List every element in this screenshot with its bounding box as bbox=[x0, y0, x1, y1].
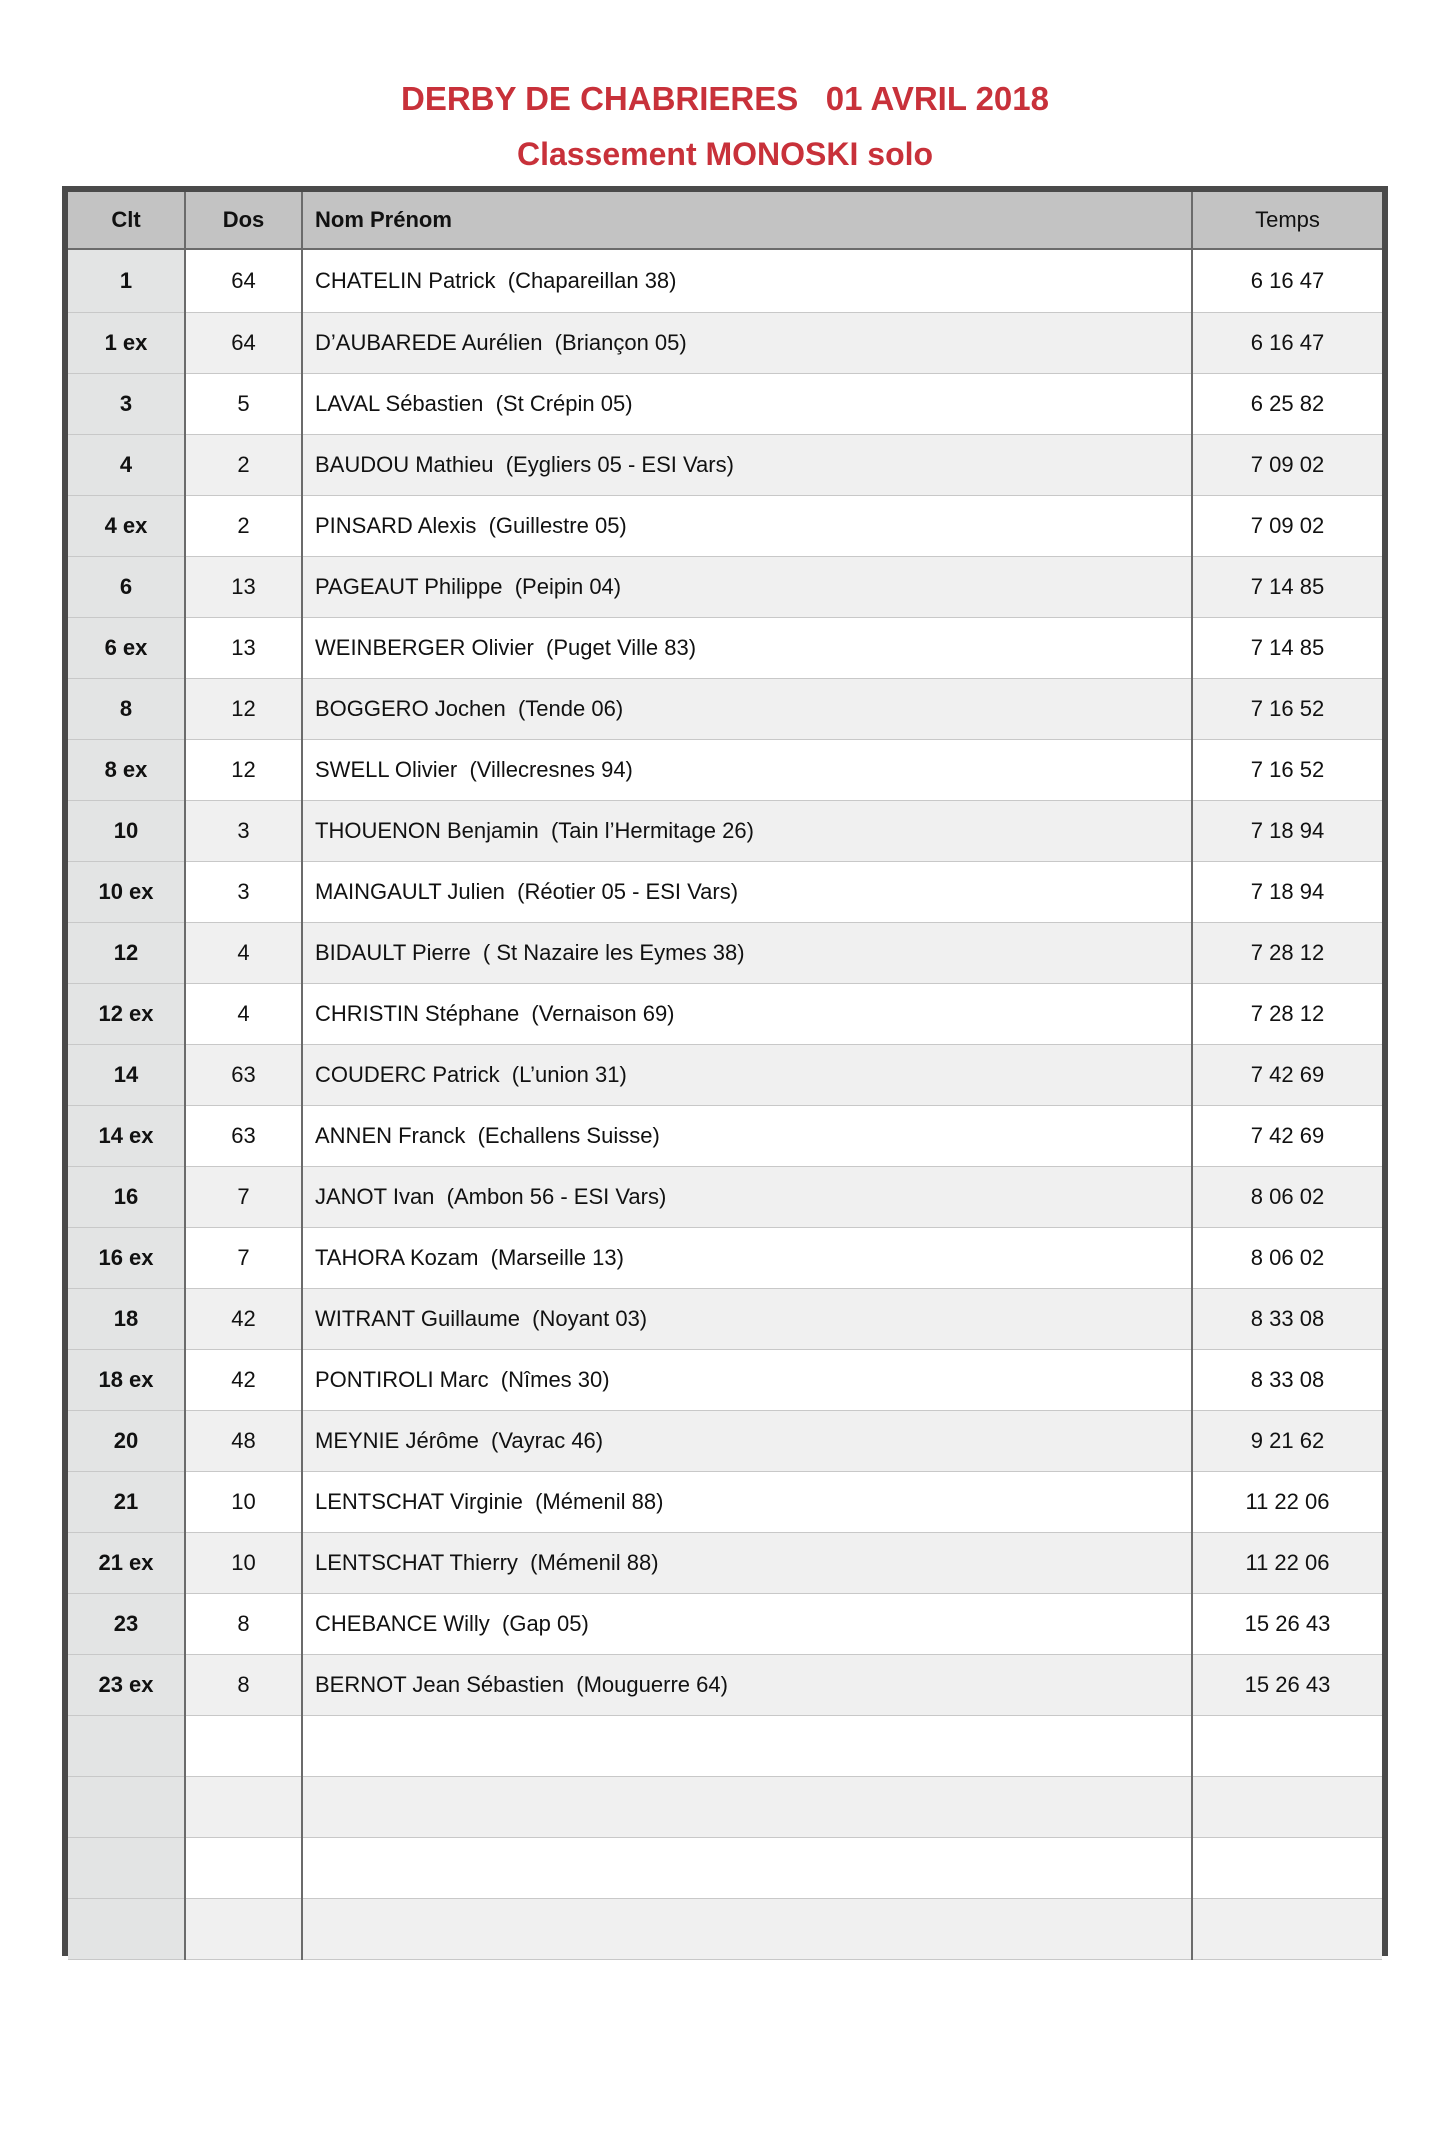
cell-dos: 48 bbox=[185, 1411, 302, 1472]
cell-dos: 8 bbox=[185, 1594, 302, 1655]
cell-nom-prenom: MAINGAULT Julien (Réotier 05 - ESI Vars) bbox=[302, 862, 1192, 923]
cell-temps: 7 42 69 bbox=[1192, 1045, 1382, 1106]
cell-clt: 23 ex bbox=[68, 1655, 185, 1716]
cell-nom-prenom: PONTIROLI Marc (Nîmes 30) bbox=[302, 1350, 1192, 1411]
table-row bbox=[68, 249, 1382, 313]
cell-nom-prenom bbox=[302, 1716, 1192, 1777]
cell-temps: 7 16 52 bbox=[1192, 740, 1382, 801]
cell-clt: 10 ex bbox=[68, 862, 185, 923]
table-row bbox=[68, 557, 1382, 618]
table-row bbox=[68, 801, 1382, 862]
cell-nom-prenom: BIDAULT Pierre ( St Nazaire les Eymes 38) bbox=[302, 923, 1192, 984]
cell-clt: 8 ex bbox=[68, 740, 185, 801]
cell-dos bbox=[185, 1838, 302, 1899]
cell-temps: 15 26 43 bbox=[1192, 1594, 1382, 1655]
cell-temps: 8 06 02 bbox=[1192, 1228, 1382, 1289]
cell-nom-prenom: ANNEN Franck (Echallens Suisse) bbox=[302, 1106, 1192, 1167]
table-row bbox=[68, 984, 1382, 1045]
cell-clt: 1 ex bbox=[68, 313, 185, 374]
column-header-temps: Temps bbox=[1192, 192, 1382, 249]
cell-clt: 4 bbox=[68, 435, 185, 496]
cell-nom-prenom: CHRISTIN Stéphane (Vernaison 69) bbox=[302, 984, 1192, 1045]
cell-temps: 11 22 06 bbox=[1192, 1472, 1382, 1533]
cell-temps: 7 42 69 bbox=[1192, 1106, 1382, 1167]
cell-clt: 3 bbox=[68, 374, 185, 435]
cell-temps: 7 18 94 bbox=[1192, 801, 1382, 862]
table-row bbox=[68, 740, 1382, 801]
cell-clt: 18 bbox=[68, 1289, 185, 1350]
cell-clt: 21 ex bbox=[68, 1533, 185, 1594]
cell-temps: 11 22 06 bbox=[1192, 1533, 1382, 1594]
cell-nom-prenom: THOUENON Benjamin (Tain l’Hermitage 26) bbox=[302, 801, 1192, 862]
cell-nom-prenom: WEINBERGER Olivier (Puget Ville 83) bbox=[302, 618, 1192, 679]
cell-temps: 6 16 47 bbox=[1192, 313, 1382, 374]
cell-temps: 6 16 47 bbox=[1192, 249, 1382, 313]
table-row bbox=[68, 1716, 1382, 1777]
cell-nom-prenom: LAVAL Sébastien (St Crépin 05) bbox=[302, 374, 1192, 435]
cell-nom-prenom: BERNOT Jean Sébastien (Mouguerre 64) bbox=[302, 1655, 1192, 1716]
cell-temps: 7 14 85 bbox=[1192, 557, 1382, 618]
cell-clt: 8 bbox=[68, 679, 185, 740]
table-row bbox=[68, 923, 1382, 984]
cell-dos: 12 bbox=[185, 679, 302, 740]
cell-dos: 42 bbox=[185, 1289, 302, 1350]
cell-nom-prenom: SWELL Olivier (Villecresnes 94) bbox=[302, 740, 1192, 801]
cell-clt bbox=[68, 1899, 185, 1960]
table-row bbox=[68, 862, 1382, 923]
table-row bbox=[68, 313, 1382, 374]
cell-dos: 63 bbox=[185, 1106, 302, 1167]
column-header-nom-prenom: Nom Prénom bbox=[302, 192, 1192, 249]
cell-nom-prenom: CHEBANCE Willy (Gap 05) bbox=[302, 1594, 1192, 1655]
cell-nom-prenom: MEYNIE Jérôme (Vayrac 46) bbox=[302, 1411, 1192, 1472]
cell-nom-prenom: BAUDOU Mathieu (Eygliers 05 - ESI Vars) bbox=[302, 435, 1192, 496]
table-row bbox=[68, 1899, 1382, 1960]
table-row bbox=[68, 1350, 1382, 1411]
cell-nom-prenom: COUDERC Patrick (L’union 31) bbox=[302, 1045, 1192, 1106]
cell-dos bbox=[185, 1716, 302, 1777]
table-row bbox=[68, 1533, 1382, 1594]
cell-dos: 13 bbox=[185, 557, 302, 618]
cell-clt: 10 bbox=[68, 801, 185, 862]
cell-temps: 7 28 12 bbox=[1192, 984, 1382, 1045]
table-row bbox=[68, 1106, 1382, 1167]
results-table-body bbox=[68, 249, 1382, 1960]
cell-temps: 6 25 82 bbox=[1192, 374, 1382, 435]
cell-temps: 7 28 12 bbox=[1192, 923, 1382, 984]
column-header-dos: Dos bbox=[185, 192, 302, 249]
table-row bbox=[68, 679, 1382, 740]
page-title: DERBY DE CHABRIERES 01 AVRIL 2018 bbox=[401, 80, 1049, 117]
cell-clt: 16 ex bbox=[68, 1228, 185, 1289]
cell-clt: 18 ex bbox=[68, 1350, 185, 1411]
cell-temps: 7 16 52 bbox=[1192, 679, 1382, 740]
table-row bbox=[68, 1045, 1382, 1106]
cell-nom-prenom: JANOT Ivan (Ambon 56 - ESI Vars) bbox=[302, 1167, 1192, 1228]
cell-dos: 2 bbox=[185, 496, 302, 557]
table-row bbox=[68, 1838, 1382, 1899]
cell-clt: 12 bbox=[68, 923, 185, 984]
cell-temps: 8 33 08 bbox=[1192, 1350, 1382, 1411]
cell-clt: 12 ex bbox=[68, 984, 185, 1045]
cell-temps bbox=[1192, 1716, 1382, 1777]
table-row bbox=[68, 1289, 1382, 1350]
cell-clt: 23 bbox=[68, 1594, 185, 1655]
table-row bbox=[68, 618, 1382, 679]
cell-dos: 8 bbox=[185, 1655, 302, 1716]
cell-temps: 7 09 02 bbox=[1192, 496, 1382, 557]
cell-nom-prenom bbox=[302, 1777, 1192, 1838]
cell-clt: 20 bbox=[68, 1411, 185, 1472]
cell-dos: 7 bbox=[185, 1167, 302, 1228]
cell-nom-prenom: LENTSCHAT Thierry (Mémenil 88) bbox=[302, 1533, 1192, 1594]
cell-dos: 64 bbox=[185, 313, 302, 374]
cell-clt bbox=[68, 1838, 185, 1899]
table-row bbox=[68, 1594, 1382, 1655]
cell-nom-prenom: PAGEAUT Philippe (Peipin 04) bbox=[302, 557, 1192, 618]
cell-dos: 3 bbox=[185, 801, 302, 862]
table-row bbox=[68, 1411, 1382, 1472]
cell-temps: 7 14 85 bbox=[1192, 618, 1382, 679]
cell-temps: 15 26 43 bbox=[1192, 1655, 1382, 1716]
cell-dos: 10 bbox=[185, 1533, 302, 1594]
cell-clt: 1 bbox=[68, 249, 185, 313]
cell-dos bbox=[185, 1777, 302, 1838]
cell-temps bbox=[1192, 1777, 1382, 1838]
cell-nom-prenom: BOGGERO Jochen (Tende 06) bbox=[302, 679, 1192, 740]
cell-dos: 64 bbox=[185, 249, 302, 313]
cell-dos: 4 bbox=[185, 923, 302, 984]
cell-nom-prenom: WITRANT Guillaume (Noyant 03) bbox=[302, 1289, 1192, 1350]
cell-clt: 14 ex bbox=[68, 1106, 185, 1167]
cell-dos: 5 bbox=[185, 374, 302, 435]
table-row bbox=[68, 435, 1382, 496]
cell-dos: 3 bbox=[185, 862, 302, 923]
table-row bbox=[68, 1777, 1382, 1838]
table-row bbox=[68, 1167, 1382, 1228]
cell-dos: 12 bbox=[185, 740, 302, 801]
table-row bbox=[68, 374, 1382, 435]
page-subtitle: Classement MONOSKI solo bbox=[516, 136, 934, 172]
cell-temps: 7 18 94 bbox=[1192, 862, 1382, 923]
cell-dos: 4 bbox=[185, 984, 302, 1045]
table-row bbox=[68, 1472, 1382, 1533]
table-row bbox=[68, 496, 1382, 557]
cell-dos: 13 bbox=[185, 618, 302, 679]
cell-nom-prenom: TAHORA Kozam (Marseille 13) bbox=[302, 1228, 1192, 1289]
cell-dos: 7 bbox=[185, 1228, 302, 1289]
results-table-frame bbox=[62, 186, 1388, 1956]
cell-clt: 14 bbox=[68, 1045, 185, 1106]
cell-temps: 8 33 08 bbox=[1192, 1289, 1382, 1350]
cell-temps: 9 21 62 bbox=[1192, 1411, 1382, 1472]
table-row bbox=[68, 1655, 1382, 1716]
cell-nom-prenom: PINSARD Alexis (Guillestre 05) bbox=[302, 496, 1192, 557]
cell-clt: 21 bbox=[68, 1472, 185, 1533]
cell-nom-prenom bbox=[302, 1899, 1192, 1960]
table-row bbox=[68, 1228, 1382, 1289]
cell-nom-prenom: LENTSCHAT Virginie (Mémenil 88) bbox=[302, 1472, 1192, 1533]
cell-nom-prenom: D’AUBAREDE Aurélien (Briançon 05) bbox=[302, 313, 1192, 374]
cell-dos: 10 bbox=[185, 1472, 302, 1533]
cell-clt: 6 ex bbox=[68, 618, 185, 679]
cell-temps bbox=[1192, 1838, 1382, 1899]
cell-dos: 42 bbox=[185, 1350, 302, 1411]
cell-dos: 63 bbox=[185, 1045, 302, 1106]
cell-clt: 6 bbox=[68, 557, 185, 618]
cell-temps bbox=[1192, 1899, 1382, 1960]
cell-dos: 2 bbox=[185, 435, 302, 496]
table-header-row bbox=[68, 192, 1382, 249]
cell-clt bbox=[68, 1777, 185, 1838]
cell-dos bbox=[185, 1899, 302, 1960]
results-table bbox=[68, 192, 1382, 1960]
cell-clt: 4 ex bbox=[68, 496, 185, 557]
cell-clt bbox=[68, 1716, 185, 1777]
cell-clt: 16 bbox=[68, 1167, 185, 1228]
cell-nom-prenom bbox=[302, 1838, 1192, 1899]
column-header-clt: Clt bbox=[68, 192, 185, 249]
cell-temps: 8 06 02 bbox=[1192, 1167, 1382, 1228]
cell-nom-prenom: CHATELIN Patrick (Chapareillan 38) bbox=[302, 249, 1192, 313]
cell-temps: 7 09 02 bbox=[1192, 435, 1382, 496]
